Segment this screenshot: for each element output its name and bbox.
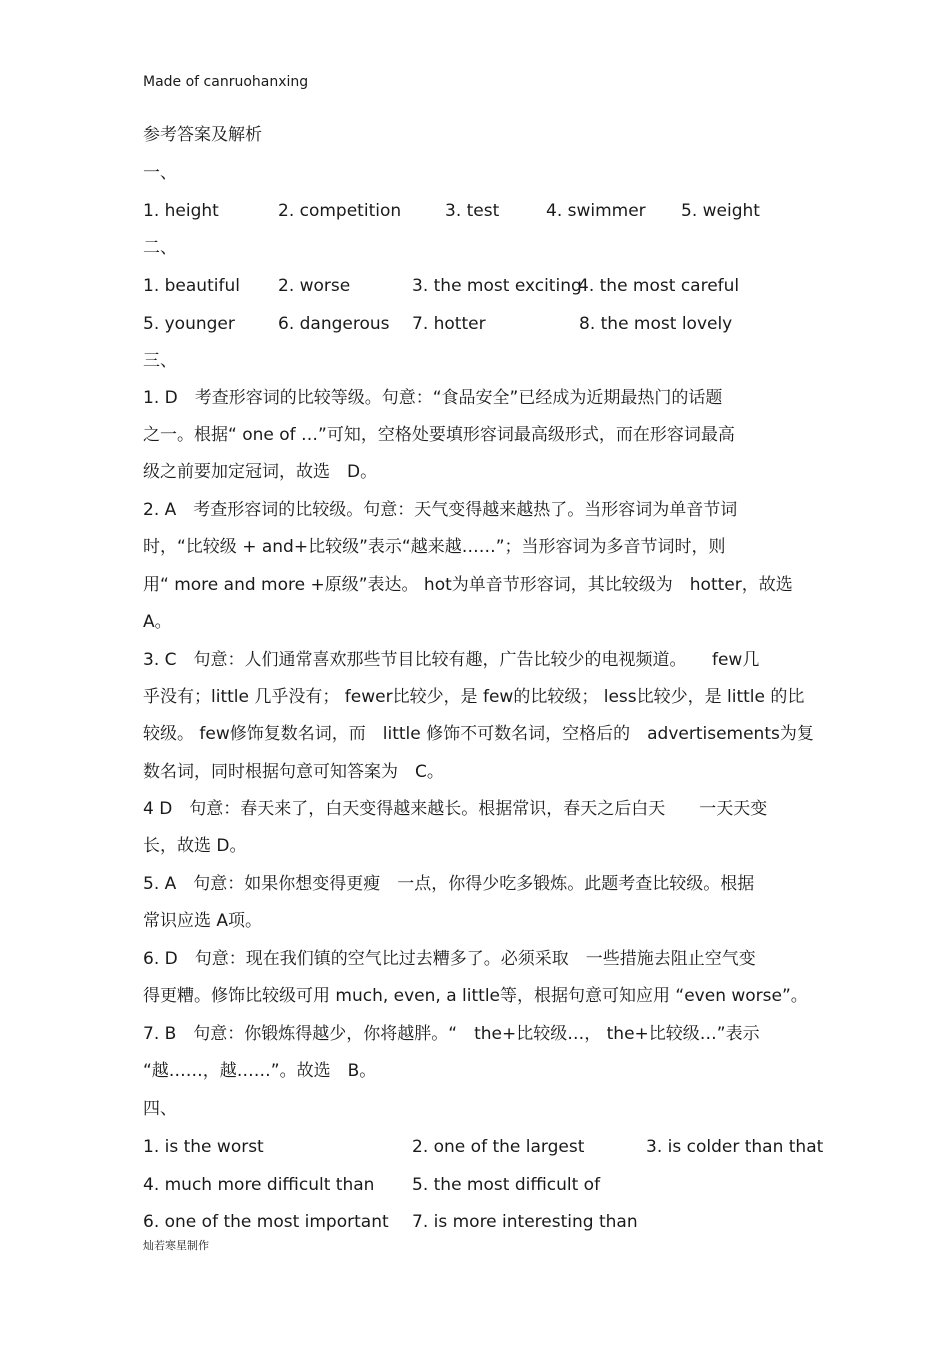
explanation-line: 常识应选 A项。 bbox=[143, 911, 263, 931]
explanation-line: 用“ more and more +原级”表达。 hot为单音节形容词，其比较级为 hotter，故选 bbox=[143, 575, 793, 595]
explanation-line: 时，“比较级 + and+比较级”表示“越来越……”；当形容词为多音节词时，则 bbox=[143, 537, 726, 557]
explanation-line: 7. B 句意：你锻炼得越少，你将越胖。“ the+比较级…， the+比较级…”表示 bbox=[143, 1024, 760, 1044]
answer-item: 2. worse bbox=[278, 276, 351, 296]
explanation-line: 6. D 句意：现在我们镇的空气比过去糟多了。必须采取 一些措施去阻止空气变 bbox=[143, 949, 756, 969]
section-2-label: 二、 bbox=[143, 238, 177, 258]
explanation-line: 5. A 句意：如果你想变得更瘦 一点，你得少吃多锻炼。此题考查比较级。根据 bbox=[143, 874, 755, 894]
answer-item: 6. one of the most important bbox=[143, 1212, 389, 1232]
answer-item: 1. beautiful bbox=[143, 276, 240, 296]
answer-item: 1. is the worst bbox=[143, 1137, 264, 1157]
explanation-line: 3. C 句意：人们通常喜欢那些节目比较有趣，广告比较少的电视频道。 few几 bbox=[143, 650, 760, 670]
page-title: 参考答案及解析 bbox=[143, 125, 262, 145]
answer-item: 7. is more interesting than bbox=[412, 1212, 638, 1232]
explanation-line: 数名词，同时根据句意可知答案为 C。 bbox=[143, 762, 444, 782]
answer-item: 5. weight bbox=[681, 201, 760, 221]
answer-item: 4. the most careful bbox=[578, 276, 740, 296]
explanation-line: 之一。根据“ one of …”可知，空格处要填形容词最高级形式，而在形容词最高 bbox=[143, 425, 735, 445]
answer-item: 4. swimmer bbox=[546, 201, 646, 221]
answer-item: 5. younger bbox=[143, 314, 235, 334]
answer-item: 5. the most difficult of bbox=[412, 1175, 601, 1195]
answer-item: 7. hotter bbox=[412, 314, 486, 334]
answer-item: 2. competition bbox=[278, 201, 402, 221]
page-header: Made of canruohanxing bbox=[143, 74, 309, 90]
section-3-label: 三、 bbox=[143, 351, 177, 371]
explanation-line: 1. D 考查形容词的比较等级。句意：“食品安全”已经成为近期最热门的话题 bbox=[143, 388, 723, 408]
answer-item: 3. test bbox=[445, 201, 500, 221]
explanation-line: 4 D 句意：春天来了，白天变得越来越长。根据常识，春天之后白天 一天天变 bbox=[143, 799, 768, 819]
explanation-line: 得更糟。修饰比较级可用 much, even, a little等，根据句意可知应用 “even worse”。 bbox=[143, 986, 808, 1006]
answer-item: 4. much more difficult than bbox=[143, 1175, 375, 1195]
explanation-line: A。 bbox=[143, 612, 172, 632]
explanation-line: 乎没有；little 几乎没有； fewer比较少，是 few的比较级； less比较少，是 little 的比 bbox=[143, 687, 805, 707]
section-4-label: 四、 bbox=[143, 1099, 177, 1119]
section-1-label: 一、 bbox=[143, 163, 177, 183]
page-footer: 灿若寒星制作 bbox=[143, 1239, 209, 1252]
answer-item: 8. the most lovely bbox=[579, 314, 733, 334]
explanation-line: 2. A 考查形容词的比较级。句意：天气变得越来越热了。当形容词为单音节词 bbox=[143, 500, 738, 520]
answer-item: 2. one of the largest bbox=[412, 1137, 585, 1157]
answer-item: 1. height bbox=[143, 201, 219, 221]
answer-item: 3. is colder than that bbox=[646, 1137, 824, 1157]
answer-item: 6. dangerous bbox=[278, 314, 390, 334]
explanation-line: 长，故选 D。 bbox=[143, 836, 247, 856]
explanation-line: 较级。 few修饰复数名词，而 little 修饰不可数名词，空格后的 advertisements为复 bbox=[143, 724, 814, 744]
answer-item: 3. the most exciting bbox=[412, 276, 582, 296]
explanation-line: “越……，越……”。故选 B。 bbox=[143, 1061, 377, 1081]
explanation-line: 级之前要加定冠词，故选 D。 bbox=[143, 462, 378, 482]
